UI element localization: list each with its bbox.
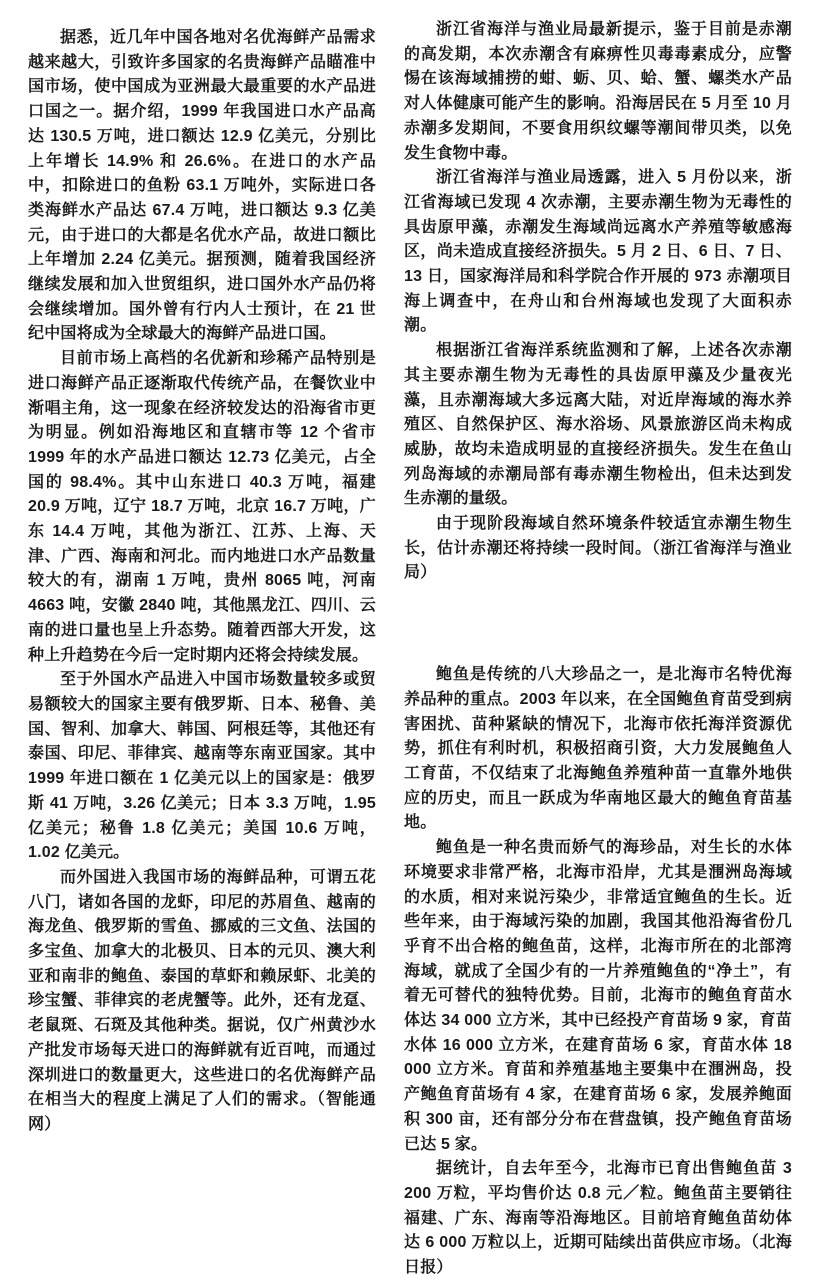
- article-separator-gap: [404, 586, 792, 663]
- left-column: [28, 26, 376, 1138]
- paragraph: 鲍鱼是传统的八大珍品之一，是北海市名特优海养品种的重点。2003 年以来，在全国鲍鱼育苗受到病害困扰、苗种紧缺的情况下，北海市依托海洋资源优势，抓住有利时机，积极招商引资，大力发展鲍鱼人工育苗，不仅结束了北海鲍鱼养殖种苗一直靠外地供应的历史，而且一跃成为华南地区最大的鲍鱼育苗基地。: [404, 666, 792, 832]
- paragraph: 至于外国水产品进入中国市场数量较多或贸易额较大的国家主要有俄罗斯、日本、秘鲁、美国、智利、加拿大、韩国、阿根廷等，其他还有泰国、印尼、菲律宾、越南等东南亚国家。其中 1999 年进口额在 1 亿美元以上的国家是：俄罗斯 41 万吨，3.26 亿美元；日本 3.3 万吨，1.95 亿美元；秘鲁 1.8 亿美元；美国 10.6 万吨，1.02 亿美元。: [28, 671, 376, 862]
- paragraph: 鲍鱼是一种名贵而娇气的海珍品，对生长的水体环境要求非常严格，北海市沿岸，尤其是涠洲岛海域的水质，相对来说污染少，非常适宜鲍鱼的生长。近些年来，由于海域污染的加剧，我国其他沿海省份几乎育不出合格的鲍鱼苗，这样，北海市所在的北部湾海域，就成了全国少有的一片养殖鲍鱼的“净土”，有着无可替代的独特优势。目前，北海市的鲍鱼育苗水体达 34 000 立方米，其中已经投产育苗场 9 家，育苗水体 16 000 立方米，在建育苗场 6 家，育苗水体 18 000 立方米。育苗和养殖基地主要集中在涠洲岛，投产鲍鱼育苗场有 4 家，在建育苗场 6 家，发展养鲍面积 300 亩，还有部分分布在营盘镇，投产鲍鱼育苗场已达 5 家。: [404, 839, 792, 1153]
- article-seafood-imports: [28, 26, 376, 1138]
- article-abalone-breeding: [404, 663, 792, 1281]
- paragraph: 浙江省海洋与渔业局透露，进入 5 月份以来，浙江省海域已发现 4 次赤潮，主要赤潮生物为无毒性的具齿原甲藻，赤潮发生海域尚远离水产养殖等敏感海区，尚未造成直接经济损失。5 月 2 日、6 日、7 日、13 日，国家海洋局和科学院合作开展的 973 赤潮项目海上调查中，在舟山和台州海域也发现了大面积赤潮。: [404, 169, 792, 335]
- paragraph: 据统计，自去年至今，北海市已育出售鲍鱼苗 3 200 万粒，平均售价达 0.8 元／粒。鲍鱼苗主要销往福建、广东、海南等沿海地区。目前培育鲍鱼苗幼体达 6 000 万粒以上，近期可陆续出苗供应市场。（北海日报）: [404, 1160, 792, 1277]
- paragraph: 根据浙江省海洋系统监测和了解，上述各次赤潮其主要赤潮生物为无毒性的具齿原甲藻及少量夜光藻，且赤潮海域大多远离大陆，对近岸海域的海水养殖区、自然保护区、海水浴场、风景旅游区尚未构成威胁，故均未造成明显的直接经济损失。发生在鱼山列岛海域的赤潮局部有毒赤潮生物检出，但未达到发生赤潮的量级。: [404, 342, 792, 508]
- right-column: [404, 18, 792, 1281]
- paragraph: 据悉，近几年中国各地对名优海鲜产品需求越来越大，引致许多国家的名贵海鲜产品瞄准中国市场，使中国成为亚洲最大最重要的水产品进口国之一。据介绍，1999 年我国进口水产品高达 130.5 万吨，进口额达 12.9 亿美元，分别比上年增长 14.9% 和 26.6%。在进口的水产品中，扣除进口的鱼粉 63.1 万吨外，实际进口各类海鲜水产品达 67.4 万吨，进口额达 9.3 亿美元，由于进口的大都是名优水产品，故进口额比上年增加 2.24 亿美元。据预测，随着我国经济继续发展和加入世贸组织，进口国外水产品仍将会继续增加。国外曾有行内人士预计，在 21 世纪中国将成为全球最大的海鲜产品进口国。: [28, 29, 376, 343]
- paragraph: 浙江省海洋与渔业局最新提示，鉴于目前是赤潮的高发期，本次赤潮含有麻痹性贝毒毒素成分，应警惕在该海域捕捞的蚶、蛎、贝、蛤、蟹、螺类水产品对人体健康可能产生的影响。沿海居民在 5 月至 10 月赤潮多发期间，不要食用织纹螺等潮间带贝类，以免发生食物中毒。: [404, 21, 792, 162]
- article-red-tide-warning: [404, 18, 792, 586]
- paragraph: 而外国进入我国市场的海鲜品种，可谓五花八门，诸如各国的龙虾，印尼的苏眉鱼、越南的海龙鱼、俄罗斯的雪鱼、挪威的三文鱼、法国的多宝鱼、加拿大的北极贝、日本的元贝、澳大利亚和南非的鲍鱼、泰国的草虾和赖尿虾、北美的珍宝蟹、菲律宾的老虎蟹等。此外，还有龙趸、老鼠斑、石斑及其他种类。据说，仅广州黄沙水产批发市场每天进口的海鲜就有近百吨，而通过深圳进口的数量更大，这些进口的名优海鲜产品在相当大的程度上满足了人们的需求。（智能通网）: [28, 868, 376, 1133]
- paragraph: 由于现阶段海域自然环境条件较适宜赤潮生物生长，估计赤潮还将持续一段时间。（浙江省海洋与渔业局）: [404, 515, 792, 582]
- paragraph: 目前市场上高档的名优新和珍稀产品特别是进口海鲜产品正逐渐取代传统产品，在餐饮业中渐唱主角，这一现象在经济较发达的沿海省市更为明显。例如沿海地区和直辖市等 12 个省市 1999 年的水产品进口额达 12.73 亿美元，占全国的 98.4%。其中山东进口 40.3 万吨，福建 20.9 万吨，辽宁 18.7 万吨，北京 16.7 万吨，广东 14.4 万吨，其他为浙江、江苏、上海、天津、广西、海南和河北。而内地进口水产品数量较大的有，湖南 1 万吨，贵州 8065 吨，河南 4663 吨，安徽 2840 吨，其他黑龙江、四川、云南的进口量也呈上升态势。随着西部大开发，这种上升趋势在今后一定时期内还将会持续发展。: [28, 350, 376, 664]
